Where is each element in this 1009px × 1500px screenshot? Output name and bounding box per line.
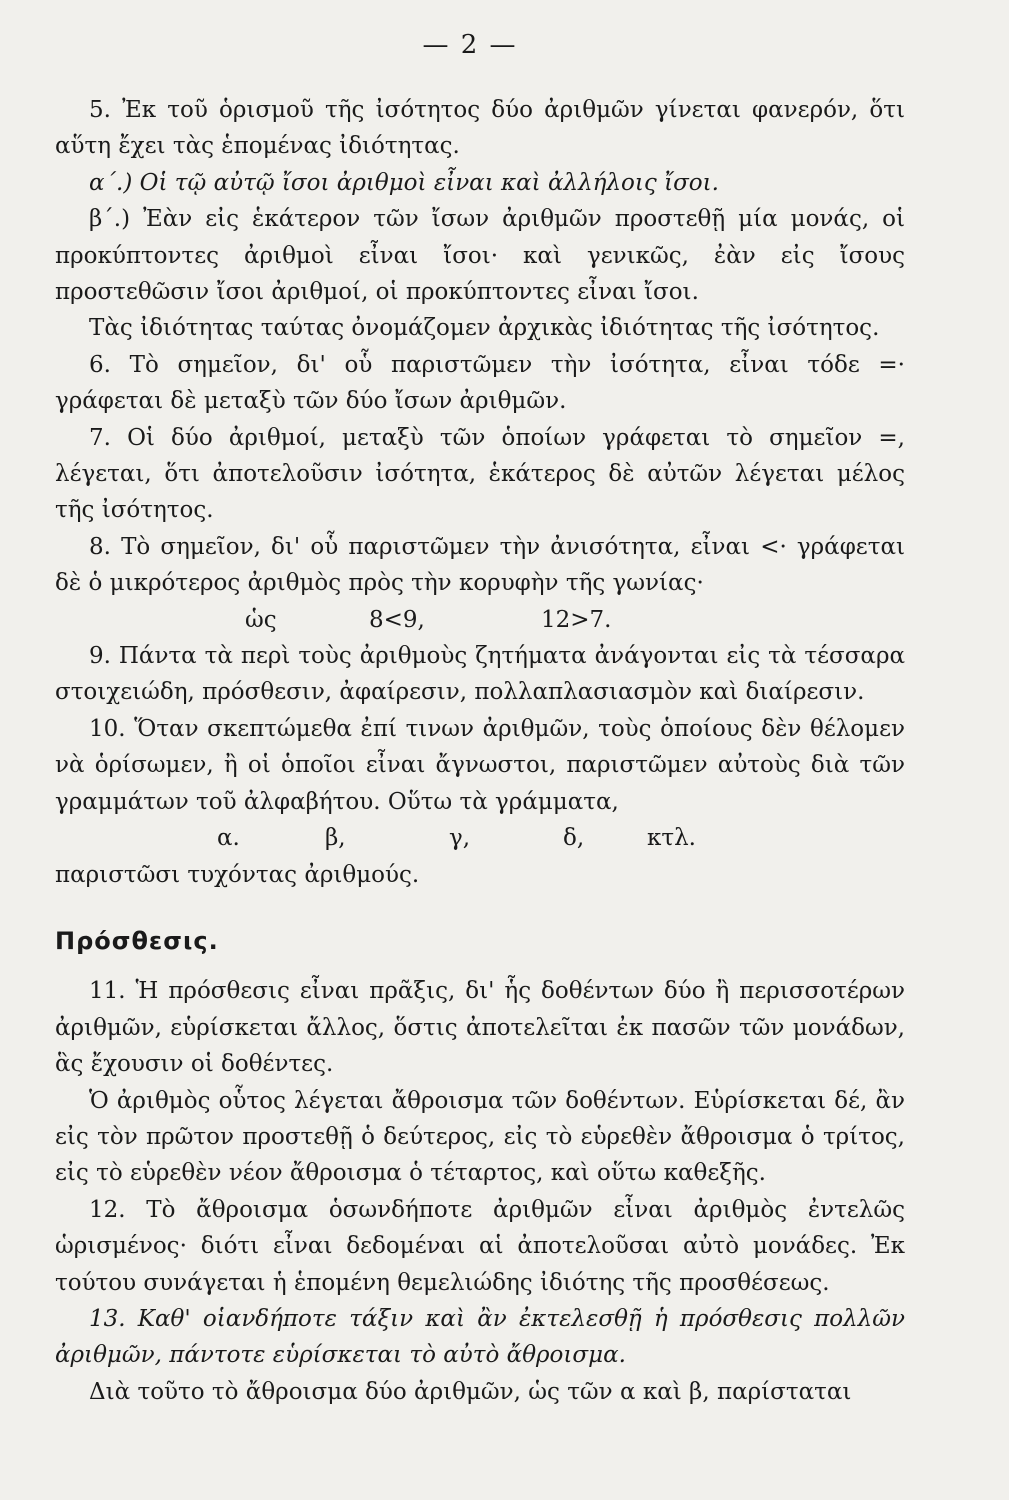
paragraph-6: 6. Τὸ σημεῖον, δι' οὗ παριστῶμεν τὴν ἰσότητα, εἶναι τόδε =· γράφεται δὲ μεταξὺ τῶν δύο ἴσων ἀριθμῶν. [55, 351, 905, 415]
letter-delta: δ, [563, 825, 585, 852]
paragraph-11: 11. Ἡ πρόσθεσις εἶναι πρᾶξις, δι' ἧς δοθέντων δύο ἢ περισσοτέρων ἀριθμῶν, εὑρίσκεται ἄλλος, ὅστις ἀποτελεῖται ἐκ πασῶν τῶν μονάδων, ἃς ἔχουσιν οἱ δοθέντες. [55, 978, 905, 1078]
example-inequality-2: 12>7. [541, 606, 612, 633]
paragraph-11b: Ὁ ἀριθμὸς οὗτος λέγεται ἄθροισμα τῶν δοθέντων. Εὑρίσκεται δέ, ἂν εἰς τὸν πρῶτον προστεθῇ ὁ δεύτερος, εἰς τὸ εὑρεθὲν ἄθροισμα ὁ τρίτος, εἰς τὸ εὑρεθὲν νέον ἄθροισμα ὁ τέταρτος, καὶ οὕτω καθεξῆς. [55, 1087, 905, 1187]
letter-etc: κτλ. [647, 825, 696, 852]
paragraph-5: 5. Ἐκ τοῦ ὁρισμοῦ τῆς ἰσότητος δύο ἀριθμῶν γίνεται φανερόν, ὅτι αὕτη ἔχει τὰς ἑπομένας ἰδιότητας. [55, 97, 905, 160]
example-inequality-1: 8<9, [369, 606, 425, 633]
paragraph-9: 9. Πάντα τὰ περὶ τοὺς ἀριθμοὺς ζητήματα ἀνάγονται εἰς τὰ τέσσαρα στοιχειώδη, πρόσθεσιν, ἀφαίρεσιν, πολλαπλασιασμὸν καὶ διαίρεσιν. [55, 643, 905, 706]
paragraph-8: 8. Τὸ σημεῖον, δι' οὗ παριστῶμεν τὴν ἀνισότητα, εἶναι <· γράφεται δὲ ὁ μικρότερος ἀριθμὸς πρὸς τὴν κορυφὴν τῆς γωνίας· [55, 533, 905, 597]
paragraph-13b: Διὰ τοῦτο τὸ ἄθροισμα δύο ἀριθμῶν, ὡς τῶν α καὶ β, παρίσταται [89, 1378, 852, 1405]
paragraph-7: 7. Οἱ δύο ἀριθμοί, μεταξὺ τῶν ὁποίων γράφεται τὸ σημεῖον =, λέγεται, ὅτι ἀποτελοῦσιν ἰσότητα, ἑκάτερος δὲ αὐτῶν λέγεται μέλος τῆς ἰσότητος. [55, 424, 905, 524]
paragraph-10-end: παριστῶσι τυχόντας ἀριθμούς. [55, 861, 420, 888]
paragraph-13: 13. Καθ' οἱανδήποτε τάξιν καὶ ἂν ἐκτελεσθῇ ἡ πρόσθεσις πολλῶν ἀριθμῶν, πάντοτε εὑρίσκεται τὸ αὐτὸ ἄθροισμα. [55, 1305, 905, 1369]
letter-alpha: α. [217, 825, 240, 852]
inequality-examples [55, 602, 905, 638]
body-text [55, 92, 905, 1410]
property-a: α΄.) Οἱ τῷ αὐτῷ ἴσοι ἀριθμοὶ εἶναι καὶ ἀλλήλοις ἴσοι. [89, 169, 719, 196]
section-heading: Πρόσθεσις. [55, 926, 219, 955]
property-b: β΄.) Ἐὰν εἰς ἑκάτερον τῶν ἴσων ἀριθμῶν προστεθῇ μία μονάς, οἱ προκύπτοντες ἀριθμοὶ εἶναι ἴσοι· καὶ γενικῶς, ἐὰν εἰς ἴσους προστεθῶσιν ἴσοι ἀριθμοί, οἱ προκύπτοντες εἶναι ἴσοι. [55, 206, 905, 306]
example-word: ὡς [245, 606, 277, 633]
letter-list [55, 820, 905, 856]
letter-beta: β, [325, 825, 346, 852]
paragraph-10: 10. Ὅταν σκεπτώμεθα ἐπί τινων ἀριθμῶν, τοὺς ὁποίους δὲν θέλομεν νὰ ὁρίσωμεν, ἢ οἱ ὁποῖοι εἶναι ἄγνωστοι, παριστῶμεν αὐτοὺς διὰ τῶν γραμμάτων τοῦ ἀλφαβήτου. Οὕτω τὰ γράμματα, [55, 715, 905, 815]
paragraph-12: 12. Τὸ ἄθροισμα ὁσωνδήποτε ἀριθμῶν εἶναι ἀριθμὸς ἐντελῶς ὡρισμένος· διότι εἶναι δεδομέναι αἱ ἀποτελοῦσαι αὐτὸ μονάδες. Ἐκ τούτου συνάγεται ἡ ἑπομένη θεμελιώδης ἰδιότης τῆς προσθέσεως. [55, 1196, 905, 1296]
properties-name: Τὰς ἰδιότητας ταύτας ὀνομάζομεν ἀρχικὰς ἰδιότητας τῆς ἰσότητος. [89, 315, 880, 342]
page-number: — 2 — [422, 30, 518, 60]
letter-gamma: γ, [449, 825, 471, 852]
